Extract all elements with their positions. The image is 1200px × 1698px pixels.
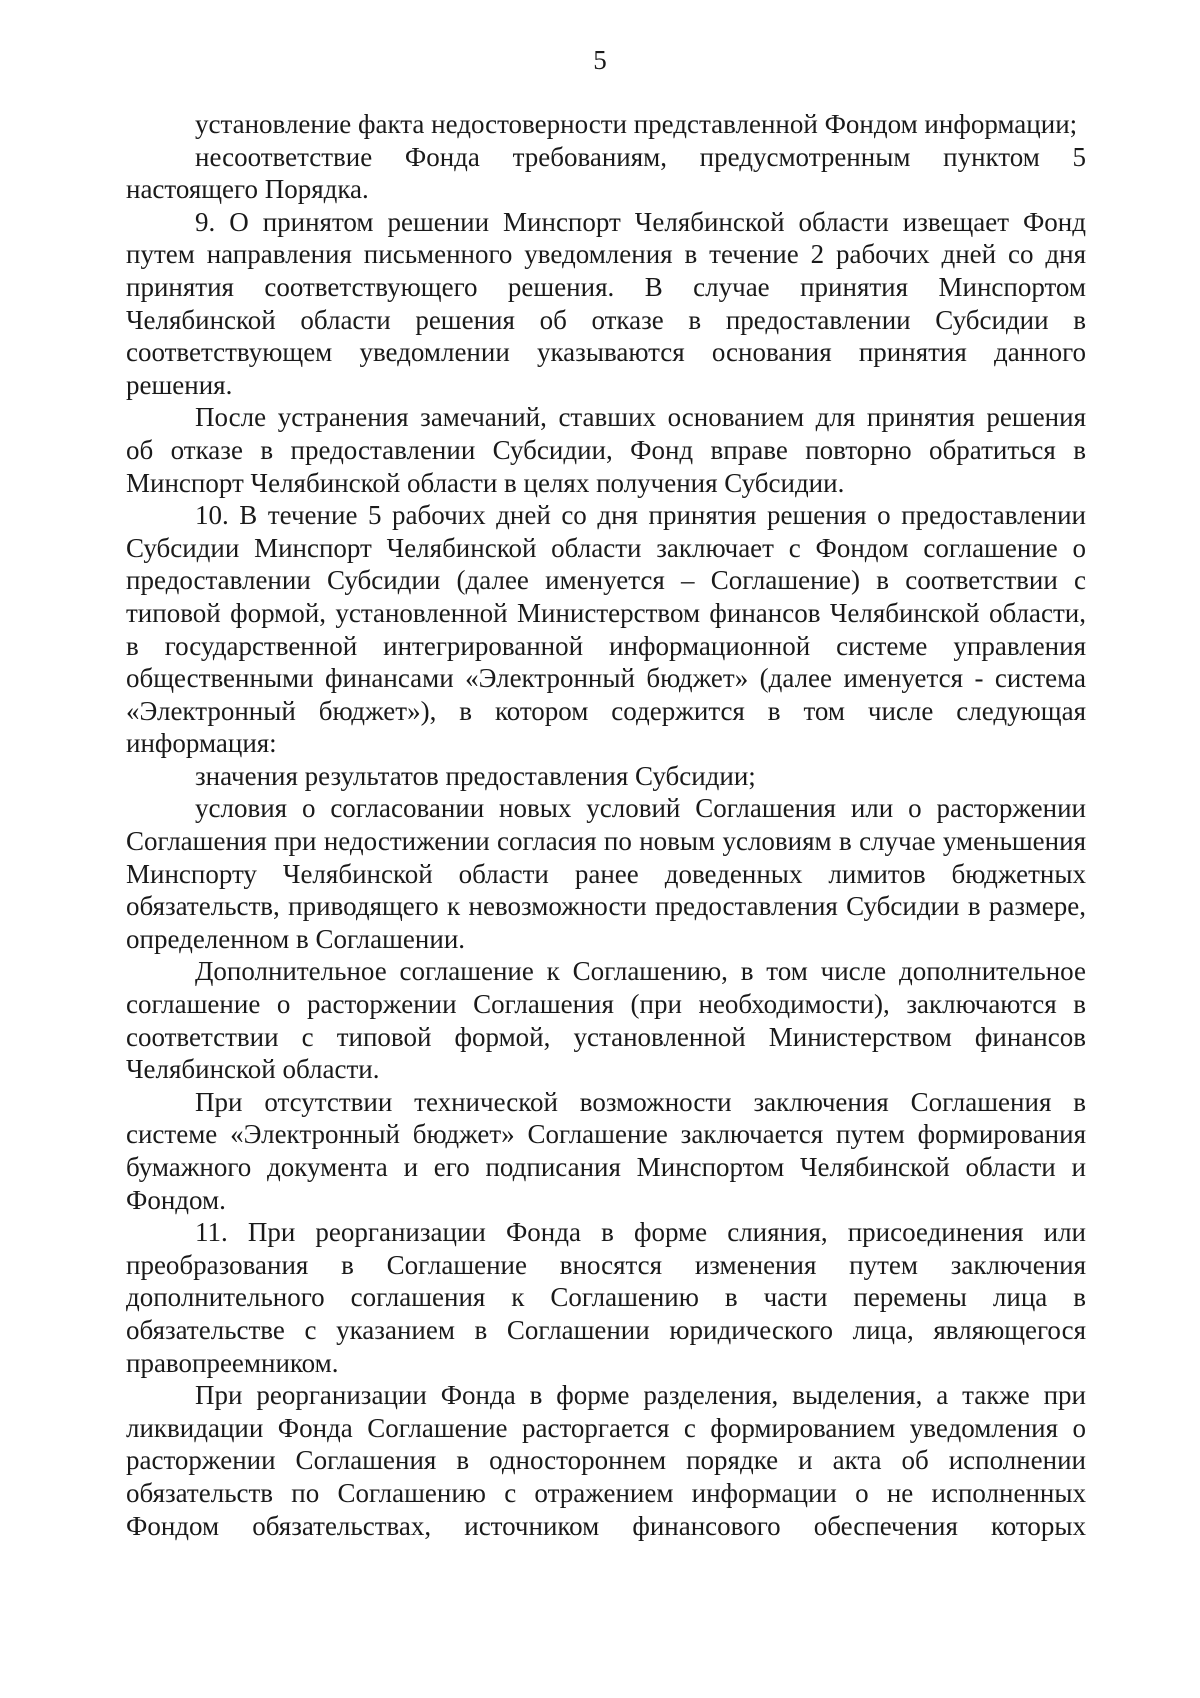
paragraph-9: При отсутствии технической возможности заключения Соглашения в системе «Электронный бюджет» Соглашение заключается путем формирования бумажного документа и его подписания Минспортом Челябинской области и Фондом.: [126, 1086, 1086, 1215]
paragraph-6: значения результатов предоставления Субсидии;: [195, 760, 756, 791]
paragraph-1: установление факта недостоверности представленной Фондом информации;: [195, 109, 1078, 139]
paragraph-11: При реорганизации Фонда в форме разделения, выделения, а также при ликвидации Фонда Соглашение расторгается с формированием уведомления о расторжении Соглашения в одностороннем порядке и акта об исполнении обязательств по Соглашению с отражением информации о не исполненных Фондом обязательствах, источником финансового обеспечения которых: [126, 1380, 1086, 1541]
paragraph-2: несоответствие Фонда требованиям, предусмотренным пунктом 5 настоящего Порядка.: [126, 141, 1086, 205]
paragraph-3: 9. О принятом решении Минспорт Челябинской области извещает Фонд путем направления письменного уведомления в течение 2 рабочих дней со дня принятия соответствующего решения. В случае принятия Минспортом Челябинской области решения об отказе в предоставлении Субсидии в соответствующем уведомлении указываются основания принятия данного решения.: [126, 206, 1086, 400]
paragraph-5: 10. В течение 5 рабочих дней со дня принятия решения о предоставлении Субсидии Минспорт Челябинской области заключает с Фондом соглашение о предоставлении Субсидии (далее именуется – Соглашение) в соответствии с типовой формой, установленной Министерством финансов Челябинской области, в государственной интегрированной информационной системе управления общественными финансами «Электронный бюджет» (далее именуется - система «Электронный бюджет»), в котором содержится в том числе следующая информация:: [126, 500, 1086, 759]
page-number: 5: [593, 45, 607, 75]
paragraph-4: После устранения замечаний, ставших основанием для принятия решения об отказе в предоставлении Субсидии, Фонд вправе повторно обратиться в Минспорт Челябинской области в целях получения Субсидии.: [126, 402, 1086, 498]
paragraph-7: условия о согласовании новых условий Соглашения или о расторжении Соглашения при недостижении согласия по новым условиям в случае уменьшения Минспорту Челябинской области ранее доведенных лимитов бюджетных обязательств, приводящего к невозможности предоставления Субсидии в размере, определенном в Соглашении.: [126, 793, 1086, 954]
paragraph-8: Дополнительное соглашение к Соглашению, в том числе дополнительное соглашение о расторжении Соглашения (при необходимости), заключаются в соответствии с типовой формой, установленной Министерством финансов Челябинской области.: [126, 956, 1086, 1085]
paragraph-10: 11. При реорганизации Фонда в форме слияния, присоединения или преобразования в Соглашение вносятся изменения путем заключения дополнительного соглашения к Соглашению в части перемены лица в обязательстве с указанием в Соглашении юридического лица, являющегося правопреемником.: [126, 1217, 1086, 1378]
document-body: [126, 108, 1086, 1542]
